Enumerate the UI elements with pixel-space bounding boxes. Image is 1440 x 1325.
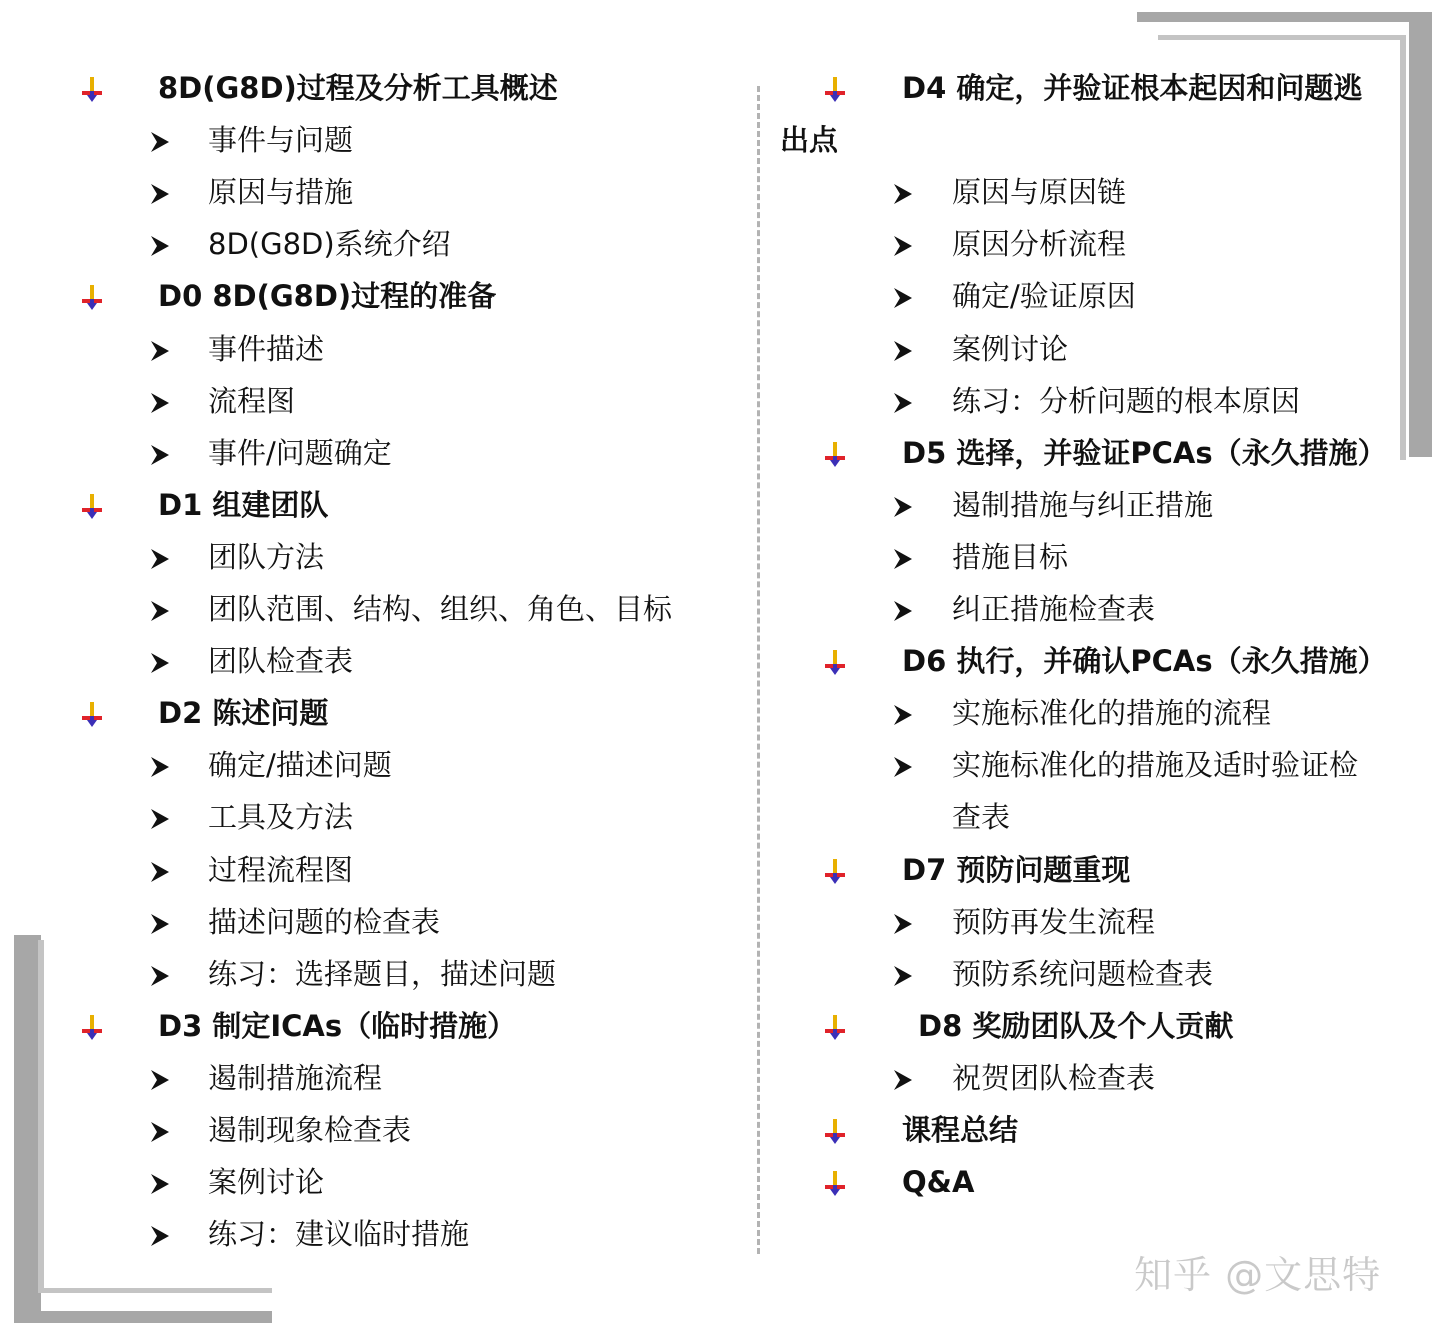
- frame-bottom-left-inner-post: [38, 940, 44, 1290]
- sub-item-label: 措施目标: [952, 539, 1069, 574]
- section-heading: D3 制定ICAs（临时措施）: [158, 1008, 517, 1043]
- pin-arrow-icon: [822, 442, 848, 468]
- arrow-head-icon: [150, 913, 170, 935]
- arrow-head-icon: [150, 652, 170, 674]
- pin-arrow-icon: [822, 77, 848, 103]
- arrow-head-icon: [150, 1069, 170, 1091]
- frame-bottom-left-inner-bar: [38, 1288, 272, 1293]
- sub-item-label: 遏制现象检查表: [208, 1113, 412, 1147]
- sub-item-label: 事件与问题: [208, 123, 354, 158]
- sub-item-label: 案例讨论: [952, 331, 1069, 366]
- section-heading: 出点: [780, 123, 839, 158]
- sub-item-label: 练习：建议临时措施: [208, 1217, 470, 1252]
- frame-bottom-left-bar: [14, 1311, 272, 1323]
- section-heading: D6 执行，并确认PCAs（永久措施）: [902, 644, 1387, 679]
- sub-item-label: 事件/问题确定: [208, 435, 392, 470]
- sub-item-label: 确定/描述问题: [208, 748, 392, 783]
- section-heading: D0 8D(G8D)过程的准备: [158, 279, 497, 314]
- arrow-head-icon: [893, 548, 913, 570]
- sub-item-label: 团队范围、结构、组织、角色、目标: [208, 592, 673, 626]
- arrow-head-icon: [893, 913, 913, 935]
- sub-item-label: 描述问题的检查表: [208, 904, 441, 939]
- frame-top-right-inner-post: [1400, 35, 1406, 460]
- pin-arrow-icon: [79, 1015, 105, 1041]
- arrow-head-icon: [150, 235, 170, 257]
- pin-arrow-icon: [822, 1015, 848, 1041]
- sub-item-label: 练习：分析问题的根本原因: [952, 383, 1301, 418]
- pin-arrow-icon: [822, 650, 848, 676]
- arrow-head-icon: [150, 444, 170, 466]
- sub-item-label: 团队方法: [208, 539, 325, 574]
- arrow-head-icon: [893, 340, 913, 362]
- column-divider: [757, 86, 760, 1254]
- pin-arrow-icon: [822, 1119, 848, 1145]
- arrow-head-icon: [893, 235, 913, 257]
- frame-top-right-inner-bar: [1158, 35, 1406, 40]
- arrow-head-icon: [150, 1225, 170, 1247]
- sub-item-label: 实施标准化的措施的流程: [952, 696, 1272, 731]
- pin-arrow-icon: [79, 494, 105, 520]
- section-heading: D8 奖励团队及个人贡献: [918, 1008, 1234, 1043]
- sub-item-label: 实施标准化的措施及适时验证检: [952, 748, 1359, 783]
- pin-arrow-icon: [79, 285, 105, 311]
- arrow-head-icon: [150, 548, 170, 570]
- sub-item-label: 遏制措施流程: [208, 1060, 383, 1095]
- pin-arrow-icon: [822, 1171, 848, 1197]
- section-heading: D7 预防问题重现: [902, 852, 1131, 887]
- sub-item-label: 过程流程图: [208, 852, 354, 887]
- arrow-head-icon: [150, 392, 170, 414]
- arrow-head-icon: [150, 808, 170, 830]
- sub-item-label: 原因与措施: [208, 175, 354, 210]
- arrow-head-icon: [893, 287, 913, 309]
- sub-item-label: 原因与原因链: [952, 175, 1127, 210]
- arrow-head-icon: [893, 756, 913, 778]
- arrow-head-icon: [150, 861, 170, 883]
- sub-item-label: 遏制措施与纠正措施: [952, 487, 1214, 522]
- sub-item-label: 8D(G8D)系统介绍: [208, 227, 451, 262]
- frame-top-right-bar: [1137, 12, 1432, 22]
- section-heading: 课程总结: [902, 1113, 1019, 1147]
- pin-arrow-icon: [79, 77, 105, 103]
- arrow-head-icon: [893, 183, 913, 205]
- watermark: 知乎 @文思特: [1134, 1253, 1382, 1297]
- arrow-head-icon: [150, 1173, 170, 1195]
- sub-item-label: 预防系统问题检查表: [952, 956, 1214, 991]
- arrow-head-icon: [893, 965, 913, 987]
- pin-arrow-icon: [79, 702, 105, 728]
- sub-item-label: 查表: [952, 800, 1011, 835]
- sub-item-label: 确定/验证原因: [952, 279, 1136, 314]
- arrow-head-icon: [150, 600, 170, 622]
- arrow-head-icon: [150, 183, 170, 205]
- arrow-head-icon: [150, 1121, 170, 1143]
- sub-item-label: 案例讨论: [208, 1165, 325, 1200]
- section-heading: 8D(G8D)过程及分析工具概述: [158, 71, 558, 105]
- section-heading: D5 选择，并验证PCAs（永久措施）: [902, 435, 1387, 470]
- sub-item-label: 事件描述: [208, 331, 325, 366]
- sub-item-label: 纠正措施检查表: [952, 592, 1156, 626]
- sub-item-label: 练习：选择题目，描述问题: [208, 956, 557, 991]
- sub-item-label: 预防再发生流程: [952, 904, 1156, 939]
- arrow-head-icon: [893, 704, 913, 726]
- section-heading: D1 组建团队: [158, 487, 329, 522]
- arrow-head-icon: [893, 600, 913, 622]
- section-heading: Q&A: [902, 1165, 975, 1200]
- sub-item-label: 工具及方法: [208, 800, 354, 835]
- arrow-head-icon: [893, 1069, 913, 1091]
- frame-bottom-left-post: [14, 935, 41, 1323]
- arrow-head-icon: [150, 965, 170, 987]
- frame-top-right-post: [1409, 12, 1432, 457]
- arrow-head-icon: [150, 756, 170, 778]
- section-heading: D4 确定，并验证根本起因和问题逃: [902, 71, 1363, 105]
- arrow-head-icon: [893, 392, 913, 414]
- arrow-head-icon: [150, 131, 170, 153]
- arrow-head-icon: [150, 340, 170, 362]
- pin-arrow-icon: [822, 859, 848, 885]
- sub-item-label: 祝贺团队检查表: [952, 1060, 1156, 1095]
- sub-item-label: 流程图: [208, 383, 296, 418]
- sub-item-label: 原因分析流程: [952, 227, 1127, 262]
- sub-item-label: 团队检查表: [208, 644, 354, 679]
- arrow-head-icon: [893, 496, 913, 518]
- section-heading: D2 陈述问题: [158, 696, 329, 731]
